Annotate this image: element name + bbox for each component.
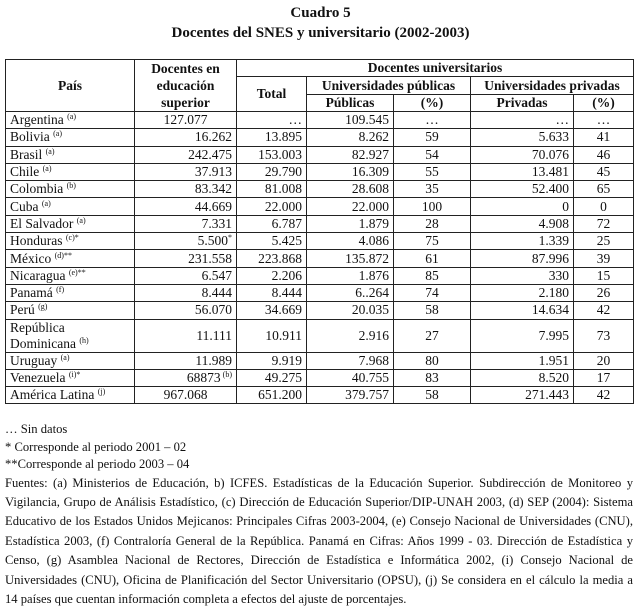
footnote-ref: (a) [67, 112, 76, 121]
cell-privadas: 0 [471, 198, 574, 215]
cell-country [6, 319, 135, 352]
header-pct-privadas: (%) [574, 94, 634, 111]
cell-docentes [135, 369, 237, 386]
table-row [6, 112, 634, 129]
cell-publicas: 2.916 [307, 319, 394, 352]
table-row [6, 129, 634, 146]
cell-docentes [135, 233, 237, 250]
footnote-ref: (i)* [69, 370, 81, 379]
country-name: Cuba [10, 199, 39, 214]
table-row [6, 284, 634, 301]
country-name: Bolivia [10, 129, 50, 144]
cell-pct-publicas: 75 [394, 233, 471, 250]
cell-privadas: 70.076 [471, 146, 574, 163]
cell-publicas: 40.755 [307, 369, 394, 386]
cell-pct-privadas: 25 [574, 233, 634, 250]
cell-privadas: 8.520 [471, 369, 574, 386]
docentes-value: 11.989 [195, 353, 232, 368]
cell-pct-privadas: 42 [574, 302, 634, 319]
table-row [6, 267, 634, 284]
docentes-value: 231.558 [188, 251, 232, 266]
table-row [6, 369, 634, 386]
cell-docentes [135, 387, 237, 404]
cell-pct-publicas: 85 [394, 267, 471, 284]
cell-country [6, 250, 135, 267]
docentes-value: 11.111 [196, 328, 232, 343]
cell-privadas: 330 [471, 267, 574, 284]
cell-total: 6.787 [237, 215, 307, 232]
table-notes [5, 421, 633, 609]
cell-publicas: 82.927 [307, 146, 394, 163]
country-name: Argentina [10, 112, 64, 127]
cell-docentes [135, 250, 237, 267]
cell-total: … [237, 112, 307, 129]
docentes-value: 83.342 [195, 181, 232, 196]
note-sin-datos: … Sin datos [5, 421, 633, 439]
footnote-ref: (g) [38, 302, 47, 311]
cell-pct-privadas: 15 [574, 267, 634, 284]
cell-publicas: 6..264 [307, 284, 394, 301]
docentes-value: 37.913 [195, 164, 232, 179]
cell-publicas: 4.086 [307, 233, 394, 250]
cell-publicas: 22.000 [307, 198, 394, 215]
docentes-value: 7.331 [202, 216, 232, 231]
cell-docentes [135, 198, 237, 215]
cell-docentes [135, 284, 237, 301]
cell-privadas: 2.180 [471, 284, 574, 301]
cell-privadas: 14.634 [471, 302, 574, 319]
country-name: Brasil [10, 147, 42, 162]
cell-privadas: 5.633 [471, 129, 574, 146]
table-number: Cuadro 5 [0, 3, 641, 23]
cell-country [6, 146, 135, 163]
cell-pct-privadas: 41 [574, 129, 634, 146]
cell-pct-publicas: 58 [394, 302, 471, 319]
cell-pct-privadas: 42 [574, 387, 634, 404]
table-row [6, 319, 634, 352]
cell-total: 49.275 [237, 369, 307, 386]
footnote-ref: (j) [98, 387, 106, 396]
header-privadas-group: Universidades privadas [471, 77, 634, 94]
table-row [6, 198, 634, 215]
table-row [6, 302, 634, 319]
table-row [6, 181, 634, 198]
cell-docentes [135, 181, 237, 198]
docentes-value: 44.669 [195, 199, 232, 214]
cell-pct-privadas: 17 [574, 369, 634, 386]
table-row [6, 215, 634, 232]
cell-pct-publicas: 54 [394, 146, 471, 163]
cell-pct-privadas: 65 [574, 181, 634, 198]
cell-publicas: 1.876 [307, 267, 394, 284]
cell-total: 8.444 [237, 284, 307, 301]
cell-privadas: 4.908 [471, 215, 574, 232]
table-title: Docentes del SNES y universitario (2002-2003) [0, 23, 641, 43]
cell-country [6, 129, 135, 146]
cell-pct-privadas: … [574, 112, 634, 129]
cell-total: 651.200 [237, 387, 307, 404]
footnote-ref: (a) [53, 129, 62, 138]
cell-privadas: 13.481 [471, 163, 574, 180]
cell-pct-publicas: 27 [394, 319, 471, 352]
cell-pct-publicas: 58 [394, 387, 471, 404]
footnote-ref: (a) [46, 147, 55, 156]
cell-country [6, 215, 135, 232]
cell-publicas: 28.608 [307, 181, 394, 198]
country-name: Uruguay [10, 353, 57, 368]
cell-docentes [135, 352, 237, 369]
cell-publicas: 135.872 [307, 250, 394, 267]
footnote-ref: * [228, 233, 232, 242]
country-name: Nicaragua [10, 268, 65, 283]
note-star: * Corresponde al periodo 2001 – 02 [5, 439, 633, 457]
footnote-ref: (h) [79, 336, 88, 345]
cell-country [6, 387, 135, 404]
cell-publicas: 7.968 [307, 352, 394, 369]
docentes-value: 56.070 [195, 302, 232, 317]
docentes-value: 242.475 [188, 147, 232, 162]
cell-publicas: 379.757 [307, 387, 394, 404]
cell-privadas: 7.995 [471, 319, 574, 352]
cell-country [6, 181, 135, 198]
cell-total: 5.425 [237, 233, 307, 250]
cell-pct-publicas: 59 [394, 129, 471, 146]
header-docentes: Docentes en educación superior [135, 60, 237, 112]
header-publicas-group: Universidades públicas [307, 77, 471, 94]
header-total: Total [237, 77, 307, 112]
country-name: El Salvador [10, 216, 73, 231]
cell-pct-privadas: 73 [574, 319, 634, 352]
cell-privadas: 52.400 [471, 181, 574, 198]
cell-country [6, 163, 135, 180]
cell-total: 81.008 [237, 181, 307, 198]
cell-pct-privadas: 26 [574, 284, 634, 301]
cell-pct-publicas: 74 [394, 284, 471, 301]
header-pct-publicas: (%) [394, 94, 471, 111]
docentes-value: 967.068 [164, 387, 208, 402]
cell-country [6, 352, 135, 369]
cell-pct-publicas: 35 [394, 181, 471, 198]
cell-total: 22.000 [237, 198, 307, 215]
footnote-ref: (d)** [55, 251, 72, 260]
cell-privadas: 1.339 [471, 233, 574, 250]
cell-docentes [135, 146, 237, 163]
cell-pct-publicas: 80 [394, 352, 471, 369]
cell-docentes [135, 129, 237, 146]
footnote-ref: (a) [77, 216, 86, 225]
cell-total: 10.911 [237, 319, 307, 352]
cell-pct-publicas: 28 [394, 215, 471, 232]
country-name: Honduras [10, 233, 63, 248]
footnote-ref: (c)* [66, 233, 79, 242]
cell-pct-publicas: 61 [394, 250, 471, 267]
table-row [6, 233, 634, 250]
table-row [6, 352, 634, 369]
footnote-ref: (f) [56, 285, 64, 294]
cell-country [6, 369, 135, 386]
cell-country [6, 233, 135, 250]
cell-country [6, 267, 135, 284]
cell-pct-publicas: 83 [394, 369, 471, 386]
cell-docentes [135, 267, 237, 284]
cell-docentes [135, 112, 237, 129]
header-publicas: Públicas [307, 94, 394, 111]
cell-total: 223.868 [237, 250, 307, 267]
header-universitarios: Docentes universitarios [237, 60, 634, 77]
cell-pct-privadas: 0 [574, 198, 634, 215]
country-name: México [10, 251, 51, 266]
cell-pct-publicas: 55 [394, 163, 471, 180]
country-name: Panamá [10, 285, 53, 300]
country-name: República Dominicana [10, 320, 76, 351]
cell-pct-publicas: … [394, 112, 471, 129]
cell-pct-privadas: 45 [574, 163, 634, 180]
footnote-ref: (a) [61, 353, 70, 362]
cell-pct-privadas: 39 [574, 250, 634, 267]
cell-total: 2.206 [237, 267, 307, 284]
header-privadas: Privadas [471, 94, 574, 111]
cell-total: 13.895 [237, 129, 307, 146]
cell-country [6, 198, 135, 215]
docentes-value: 8.444 [202, 285, 232, 300]
cell-privadas: 271.443 [471, 387, 574, 404]
table-row [6, 163, 634, 180]
docentes-value: 6.547 [202, 268, 232, 283]
table-row [6, 146, 634, 163]
cell-publicas: 16.309 [307, 163, 394, 180]
docentes-value: 16.262 [195, 129, 232, 144]
cell-pct-privadas: 46 [574, 146, 634, 163]
footnote-ref: (a) [43, 164, 52, 173]
cell-total: 29.790 [237, 163, 307, 180]
cell-docentes [135, 215, 237, 232]
country-name: Venezuela [10, 370, 65, 385]
docentes-value: 5.500 [198, 233, 228, 248]
cell-privadas: 87.996 [471, 250, 574, 267]
note-sources: Fuentes: (a) Ministerios de Educación, b) ICFES. Estadísticas de la Educación Superior. Subdirección de Monitoreo y Vigilancia, Grupo de Análisis Estadístico, (c) Dirección de Educación Superior/DIP-UNAH 2003, (d) SEP (2004): Sistema Educativo de los Estados Unidos Mejicanos: Principales Cifras 2003-2004, (e) Consejo Nacional de Universidades (CNU), Estadística 2003, (f) Contraloría General de la República. Panamá en Cifras: Años 1999 - 03. Dirección de Estadística y Censo, (g) Asamblea Nacional de Rectores, Dirección de Estadística e Informática 2002, (i) Consejo Nacional de Universidades (CNU), Oficina de Planificación del Sector Universitario (OPSU), (j) Se considera en el cálculo la media a 14 países que cuentan información completa a efectos del ajuste de porcentajes. [5, 474, 633, 609]
docentes-value: 127.077 [164, 112, 208, 127]
country-name: Colombia [10, 181, 63, 196]
note-double-star: **Corresponde al periodo 2003 – 04 [5, 456, 633, 474]
cell-pct-publicas: 100 [394, 198, 471, 215]
cell-publicas: 1.879 [307, 215, 394, 232]
table-row [6, 250, 634, 267]
cell-country [6, 112, 135, 129]
footnote-ref: (b) [67, 181, 76, 190]
cell-pct-privadas: 72 [574, 215, 634, 232]
cell-total: 153.003 [237, 146, 307, 163]
teachers-table [5, 59, 634, 404]
cell-total: 9.919 [237, 352, 307, 369]
cell-country [6, 284, 135, 301]
cell-docentes [135, 319, 237, 352]
cell-pct-privadas: 20 [574, 352, 634, 369]
cell-docentes [135, 302, 237, 319]
country-name: Chile [10, 164, 39, 179]
docentes-value: 68873 [187, 370, 221, 385]
cell-country [6, 302, 135, 319]
cell-total: 34.669 [237, 302, 307, 319]
country-name: América Latina [10, 387, 94, 402]
table-row [6, 387, 634, 404]
footnote-ref: (a) [42, 199, 51, 208]
footnote-ref: (b) [221, 370, 232, 379]
cell-docentes [135, 163, 237, 180]
country-name: Perú [10, 302, 35, 317]
cell-privadas: 1.951 [471, 352, 574, 369]
cell-publicas: 109.545 [307, 112, 394, 129]
cell-privadas: … [471, 112, 574, 129]
footnote-ref: (e)** [69, 268, 86, 277]
header-country: País [6, 60, 135, 112]
cell-publicas: 20.035 [307, 302, 394, 319]
cell-publicas: 8.262 [307, 129, 394, 146]
